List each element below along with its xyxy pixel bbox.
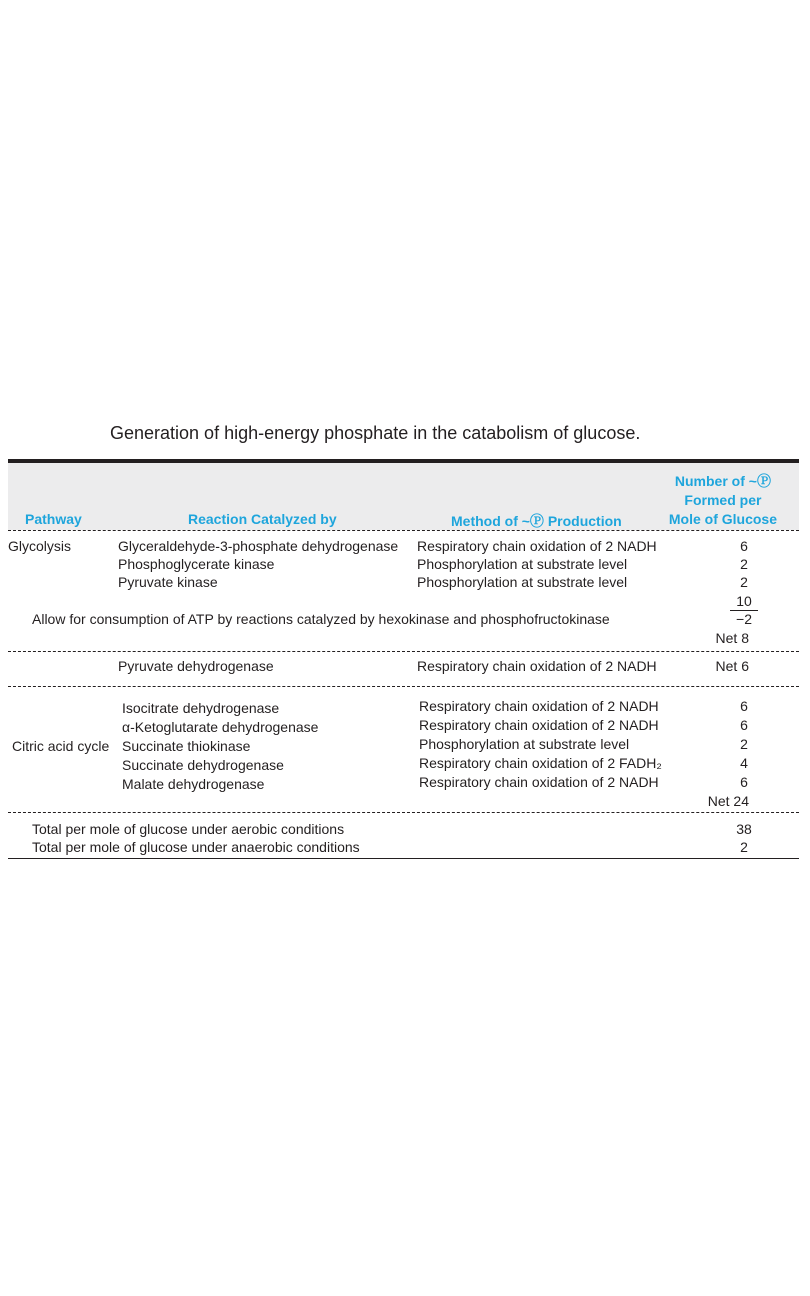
allowance-value: −2	[736, 611, 752, 627]
total-anaerobic-value: 2	[740, 839, 748, 855]
pyruvate-net: Net 6	[715, 658, 749, 674]
pathway-glycolysis: Glycolysis	[8, 538, 72, 554]
header-number-line3: Mole of Glucose	[668, 511, 777, 527]
table-row-reaction: Malate dehydrogenase	[122, 776, 265, 792]
table-row-value: 2	[740, 736, 748, 752]
pyruvate-method: Respiratory chain oxidation of 2 NADH	[417, 658, 657, 674]
total-anaerobic-label: Total per mole of glucose under anaerobic conditions	[32, 839, 360, 855]
table-row-method: Respiratory chain oxidation of 2 NADH	[419, 698, 659, 714]
table-row-value: 6	[740, 717, 748, 733]
table-row-method: Respiratory chain oxidation of 2 NADH	[417, 538, 657, 554]
bottom-rule	[8, 858, 799, 859]
header-number	[669, 472, 777, 529]
table-row-method: Phosphorylation at substrate level	[419, 736, 630, 752]
table-row-value: 2	[740, 556, 748, 572]
header-pathway: Pathway	[25, 511, 82, 527]
table-row-method: Respiratory chain oxidation of 2 FADH₂	[419, 755, 662, 771]
table-row-reaction: α-Ketoglutarate dehydrogenase	[122, 719, 319, 735]
table-row-reaction: Succinate thiokinase	[122, 738, 251, 754]
allowance-note: Allow for consumption of ATP by reactions catalyzed by hexokinase and phosphofructokinase	[32, 611, 610, 627]
table-row-value: 6	[740, 538, 748, 554]
header-reaction: Reaction Catalyzed by	[188, 511, 337, 527]
table-row-value: 2	[740, 574, 748, 590]
table-row-reaction: Pyruvate kinase	[118, 574, 218, 590]
table-header	[8, 463, 799, 530]
pyruvate-reaction: Pyruvate dehydrogenase	[118, 658, 274, 674]
table-row-reaction: Isocitrate dehydrogenase	[122, 700, 280, 716]
divider	[8, 530, 799, 531]
glycolysis-subtotal	[724, 592, 764, 611]
table-caption: Generation of high-energy phosphate in the catabolism of glucose.	[110, 423, 641, 443]
header-number-line1: Number of ~Ⓟ	[674, 473, 771, 489]
table-row-reaction: Succinate dehydrogenase	[122, 757, 284, 773]
divider	[8, 812, 799, 813]
atp-yield-table	[8, 459, 799, 861]
table-row-method: Phosphorylation at substrate level	[417, 574, 628, 590]
citric-net: Net 24	[707, 793, 749, 809]
table-row-reaction: Phosphoglycerate kinase	[118, 556, 275, 572]
total-aerobic-label: Total per mole of glucose under aerobic conditions	[32, 821, 345, 837]
table-row-value: 6	[740, 698, 748, 714]
divider	[8, 686, 799, 687]
subtotal-value: 10	[730, 592, 758, 611]
table-row-value: 6	[740, 774, 748, 790]
table-row-method: Phosphorylation at substrate level	[417, 556, 628, 572]
pathway-citric-acid-cycle: Citric acid cycle	[12, 738, 110, 754]
table-row-method: Respiratory chain oxidation of 2 NADH	[419, 717, 659, 733]
glycolysis-net: Net 8	[715, 630, 749, 646]
table-row-reaction: Glyceraldehyde-3-phosphate dehydrogenase	[118, 538, 399, 554]
header-method: Method of ~Ⓟ Production	[451, 513, 622, 529]
header-number-line2: Formed per	[684, 492, 762, 508]
table-row-method: Respiratory chain oxidation of 2 NADH	[419, 774, 659, 790]
divider	[8, 651, 799, 652]
table-row-value: 4	[740, 755, 748, 771]
total-aerobic-value: 38	[736, 821, 752, 837]
